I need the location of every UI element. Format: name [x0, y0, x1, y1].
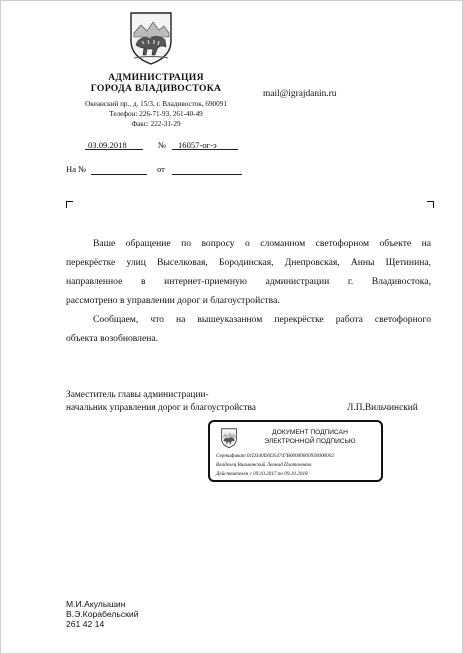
city-crest-emblem: [128, 11, 174, 65]
body-line-2: перекрёстке улиц Выселковая, Бородинская, Днепровская, Анны Щетинина,: [66, 257, 431, 268]
body-line-5: Сообщаем, что на вышеуказанном перекрёстке работа светофорного: [93, 314, 431, 325]
org-name-line1: АДМИНИСТРАЦИЯ: [108, 72, 204, 83]
executor-phone: 261 42 14: [66, 619, 105, 629]
body-line-4: рассмотрено в управлении дорог и благоустройства.: [66, 295, 280, 306]
signer-position-line2: начальник управления дорог и благоустройства: [66, 403, 256, 413]
org-fax: Факс: 222-31-29: [131, 120, 181, 128]
stamp-title: [242, 428, 378, 446]
stamp-validity: Действителен с 09.10.2017 по 09.10.2018: [216, 471, 308, 477]
org-phone: Телефон: 226-71-93, 261-40-49: [109, 110, 203, 118]
reference-date-label: от: [157, 164, 165, 174]
address-corner-left: [66, 201, 73, 208]
body-line-3: направленное в интернет-приемную администрации г. Владивостока,: [66, 276, 431, 287]
reference-number-label: На №: [66, 164, 87, 174]
number-underline: [172, 149, 238, 150]
org-address: Океанский пр., д. 15/3, г. Владивосток, 690091: [85, 100, 227, 108]
executor-2: В.Э.Корабельский: [66, 609, 139, 619]
body-line-1: Ваше обращение по вопросу о сломанном светофорном объекте на: [93, 238, 431, 249]
executor-1: М.И.Акулышин: [66, 599, 126, 609]
org-name-line2: ГОРОДА ВЛАДИВОСТОКА: [90, 83, 222, 94]
body-line-6: объекта возобновлена.: [66, 333, 159, 344]
registration-number-label: №: [158, 140, 167, 150]
signer-name: Л.П.Вильчинский: [347, 403, 418, 413]
address-corner-right: [427, 201, 434, 208]
stamp-title-line2: ЭЛЕКТРОННОЙ ПОДПИСЬЮ: [264, 438, 356, 445]
stamp-title-line1: ДОКУМЕНТ ПОДПИСАН: [272, 429, 348, 436]
stamp-certificate: Сертификат 01D340D0D54747B00000000930006002: [216, 453, 334, 459]
signer-position-line1: Заместитель главы администрации-: [66, 390, 209, 400]
date-underline: [85, 149, 143, 150]
stamp-owner: Владелец Вильчинский Леонид Платонович: [216, 462, 312, 468]
stamp-crest-icon: [220, 428, 238, 448]
electronic-signature-stamp: [208, 420, 383, 482]
registration-number: 16057-ог-э: [178, 140, 217, 150]
recipient-email: mail@igrajdanin.ru: [263, 89, 337, 99]
reference-date-blank: [172, 174, 242, 175]
registration-date: 03.09.2018: [88, 140, 127, 150]
reference-number-blank: [91, 174, 147, 175]
